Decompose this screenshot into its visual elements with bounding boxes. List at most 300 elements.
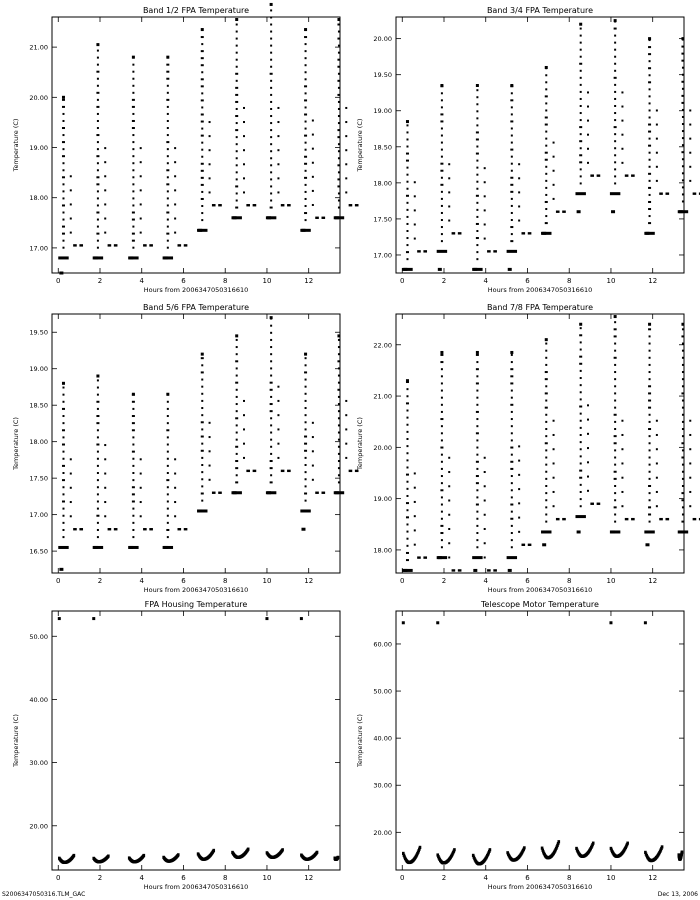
data-point — [587, 476, 589, 478]
data-point — [97, 508, 99, 510]
data-point — [96, 71, 99, 73]
data-point — [277, 107, 279, 109]
data-point — [679, 530, 683, 533]
data-point-peak — [96, 43, 99, 46]
data-point — [59, 272, 63, 275]
data-point — [132, 204, 134, 206]
data-point — [545, 492, 547, 494]
data-point — [201, 99, 204, 101]
data-point — [212, 492, 216, 494]
data-point — [406, 223, 408, 225]
data-point — [587, 91, 589, 93]
data-point — [201, 485, 203, 487]
data-point — [406, 531, 408, 533]
data-point — [518, 531, 520, 533]
data-point — [305, 428, 307, 430]
data-point — [681, 151, 684, 153]
data-point — [649, 457, 651, 459]
data-point-peak — [62, 96, 65, 99]
y-axis-label: Temperature (C) — [12, 714, 20, 767]
data-point — [621, 434, 623, 436]
data-point — [689, 109, 691, 111]
data-point — [201, 177, 204, 179]
data-point — [441, 177, 443, 179]
data-point — [511, 511, 513, 513]
data-point — [166, 233, 169, 235]
data-point — [277, 400, 279, 402]
data-point — [287, 204, 291, 206]
data-point — [682, 193, 684, 195]
data-point — [414, 181, 416, 183]
x-tick-label: 4 — [139, 874, 144, 882]
data-point — [236, 157, 238, 159]
data-point — [305, 121, 307, 123]
data-point — [440, 120, 443, 122]
data-point — [62, 401, 64, 403]
data-point — [304, 113, 307, 115]
data-point — [649, 492, 651, 494]
data-point — [104, 501, 106, 503]
data-point — [132, 197, 134, 199]
y-tick-label: 30.00 — [373, 781, 392, 790]
data-point — [132, 134, 134, 136]
data-point — [579, 470, 582, 472]
data-point — [270, 367, 272, 369]
data-point — [406, 244, 408, 246]
data-point — [201, 443, 203, 445]
data-point — [62, 515, 64, 517]
data-point — [587, 106, 589, 108]
data-point — [236, 108, 238, 110]
data-point — [62, 429, 65, 431]
data-point — [62, 219, 64, 221]
data-point — [440, 361, 443, 363]
data-point — [580, 420, 582, 422]
data-point — [487, 250, 491, 252]
data-point — [167, 155, 169, 157]
data-point — [614, 464, 616, 466]
data-point — [198, 229, 202, 232]
data-point — [97, 162, 99, 164]
data-point — [580, 77, 582, 79]
data-series — [402, 315, 700, 572]
data-point — [545, 449, 547, 451]
data-point — [167, 190, 169, 192]
data-point — [201, 421, 204, 423]
data-point — [511, 418, 513, 420]
data-point — [580, 168, 582, 170]
data-point — [414, 515, 416, 517]
data-point — [201, 371, 204, 373]
data-point — [656, 448, 658, 450]
data-point — [441, 368, 443, 370]
chart-panel-5 — [12, 600, 340, 891]
data-point — [476, 361, 478, 363]
data-point — [132, 155, 134, 157]
data-point — [233, 491, 237, 494]
data-point — [406, 251, 409, 253]
data-point — [166, 529, 169, 531]
data-point — [648, 131, 651, 133]
data-point — [338, 45, 340, 47]
data-point — [201, 493, 204, 495]
data-point — [338, 467, 340, 469]
data-point — [270, 59, 272, 61]
data-point — [140, 473, 142, 475]
data-point — [440, 532, 443, 534]
data-point — [270, 389, 273, 391]
data-point — [97, 219, 99, 221]
data-point — [441, 425, 443, 427]
data-point — [587, 490, 589, 492]
data-point — [545, 400, 547, 402]
data-point — [577, 530, 581, 533]
data-point — [406, 516, 409, 518]
data-point — [414, 472, 416, 474]
data-point — [448, 528, 450, 530]
y-tick-label: 20.00 — [373, 35, 392, 44]
data-point — [97, 493, 99, 495]
data-point — [476, 382, 479, 384]
x-tick-label: 0 — [400, 277, 405, 285]
data-point — [132, 451, 135, 453]
data-point — [656, 491, 658, 493]
x-tick-label: 8 — [222, 277, 228, 285]
data-point — [201, 36, 204, 38]
data-point — [406, 188, 408, 190]
data-point — [201, 57, 204, 59]
data-point — [243, 121, 245, 123]
data-point — [511, 411, 513, 413]
data-point — [476, 454, 478, 456]
x-axis-label: Hours from 2006347050316610 — [143, 883, 249, 891]
y-tick-label: 18.50 — [373, 143, 392, 152]
data-point — [132, 106, 135, 108]
data-point — [545, 138, 547, 140]
data-point — [97, 204, 99, 206]
data-point-peak — [166, 393, 169, 396]
data-point — [659, 518, 663, 520]
data-point — [305, 198, 307, 200]
data-point — [305, 128, 307, 130]
data-point — [345, 400, 347, 402]
data-point — [236, 474, 238, 476]
data-point — [656, 477, 658, 479]
data-point — [580, 182, 582, 184]
data-point — [511, 198, 513, 200]
data-point — [305, 421, 307, 423]
data-point — [167, 415, 169, 417]
data-point — [511, 525, 513, 527]
data-point — [614, 428, 616, 430]
data-point — [270, 460, 273, 462]
data-point — [337, 66, 340, 68]
data-point — [281, 848, 284, 851]
data-point — [614, 77, 617, 79]
data-point — [682, 116, 684, 118]
data-point-outlier — [609, 621, 612, 624]
data-point — [338, 460, 340, 462]
data-point — [132, 529, 134, 531]
data-point — [649, 215, 651, 217]
data-point — [270, 143, 272, 145]
data-point — [476, 482, 479, 484]
data-point — [614, 357, 617, 359]
data-point — [614, 499, 616, 501]
data-point — [621, 477, 623, 479]
data-point — [132, 233, 135, 235]
data-point — [132, 500, 135, 502]
data-point — [649, 60, 651, 62]
data-point — [441, 397, 443, 399]
data-point — [277, 121, 279, 123]
data-point — [562, 518, 566, 520]
data-point — [97, 190, 99, 192]
data-point — [62, 408, 65, 410]
y-axis-label: Temperature (C) — [356, 714, 364, 767]
data-point — [648, 46, 651, 48]
data-point — [631, 174, 635, 176]
y-axis-label: Temperature (C) — [356, 118, 364, 172]
data-point — [473, 569, 477, 572]
data-point — [312, 162, 314, 164]
data-point — [338, 101, 340, 103]
data-point — [201, 478, 203, 480]
data-point — [406, 495, 408, 497]
data-point — [270, 403, 273, 405]
data-point — [510, 404, 513, 406]
data-point — [689, 462, 691, 464]
data-point — [580, 91, 582, 93]
data-point — [621, 505, 623, 507]
data-point — [304, 177, 307, 179]
data-point — [337, 136, 340, 138]
data-point — [689, 138, 691, 140]
data-point — [614, 506, 617, 508]
chart-panel-6 — [356, 600, 684, 891]
data-point — [689, 434, 691, 436]
data-point — [104, 175, 106, 177]
data-point — [96, 183, 99, 185]
data-point — [236, 38, 238, 40]
data-point — [62, 451, 64, 453]
data-point — [689, 491, 691, 493]
data-point — [579, 363, 582, 365]
data-point — [682, 179, 684, 181]
data-point — [201, 113, 204, 115]
data-point — [510, 99, 513, 101]
data-point — [476, 532, 478, 534]
data-point-peak — [62, 382, 65, 385]
data-point — [345, 191, 347, 193]
data-point — [545, 88, 547, 90]
data-point — [140, 203, 142, 205]
data-point — [97, 451, 99, 453]
data-point — [441, 198, 443, 200]
data-point — [441, 511, 443, 513]
data-point — [648, 407, 651, 409]
data-point — [62, 197, 64, 199]
data-point — [235, 115, 238, 117]
data-point — [545, 81, 547, 83]
x-tick-label: 10 — [606, 874, 616, 882]
data-point — [403, 569, 407, 572]
data-point — [693, 518, 697, 520]
data-point — [132, 479, 134, 481]
data-point — [236, 164, 238, 166]
data-point — [614, 35, 616, 37]
data-point — [545, 442, 548, 444]
data-point — [406, 424, 408, 426]
data-point — [312, 465, 314, 467]
data-point — [253, 470, 257, 472]
data-point — [511, 489, 513, 491]
data-point-peak — [270, 3, 273, 6]
y-tick-label: 60.00 — [373, 640, 392, 649]
x-tick-label: 0 — [400, 577, 405, 585]
data-point — [97, 500, 99, 502]
data-point — [337, 389, 340, 391]
data-point — [70, 458, 72, 460]
data-point — [580, 28, 582, 30]
data-point — [94, 256, 98, 259]
data-point — [681, 335, 684, 337]
data-point — [277, 163, 279, 165]
data-point — [315, 492, 319, 494]
data-point — [510, 518, 513, 520]
x-tick-label: 8 — [222, 874, 228, 882]
data-point — [132, 429, 135, 431]
data-point — [167, 162, 169, 164]
data-point-peak — [406, 120, 409, 123]
data-point — [441, 454, 443, 456]
data-point — [96, 444, 99, 446]
data-point — [167, 134, 169, 136]
data-point — [167, 408, 169, 410]
data-point — [406, 459, 408, 461]
data-point — [656, 420, 658, 422]
data-point — [621, 91, 623, 93]
data-point — [345, 163, 347, 165]
data-point — [166, 212, 169, 214]
data-point — [511, 361, 513, 363]
data-point — [201, 379, 203, 381]
data-point — [305, 364, 307, 366]
data-point — [209, 422, 211, 424]
data-point — [649, 371, 651, 373]
data-point — [304, 163, 307, 165]
data-point — [236, 171, 238, 173]
data-point — [476, 511, 478, 513]
data-point — [592, 842, 595, 845]
data-point — [270, 122, 272, 124]
data-point — [682, 421, 684, 423]
data-point — [682, 88, 684, 90]
data-point — [270, 129, 272, 131]
data-point — [511, 106, 513, 108]
chart-title: Band 5/6 FPA Temperature — [142, 303, 250, 312]
data-point — [97, 120, 99, 122]
data-point — [94, 546, 98, 549]
data-point — [167, 515, 169, 517]
data-point — [511, 113, 513, 115]
data-point-peak — [579, 23, 582, 26]
plot-frame — [52, 17, 340, 273]
data-point — [167, 536, 169, 538]
data-point — [681, 81, 684, 83]
data-point — [553, 491, 555, 493]
data-point — [236, 424, 238, 426]
data-point — [97, 536, 99, 538]
data-point — [312, 422, 314, 424]
data-point — [587, 134, 589, 136]
data-point — [270, 339, 272, 341]
data-point — [448, 542, 450, 544]
x-tick-label: 10 — [262, 277, 272, 285]
data-point — [590, 503, 594, 505]
data-point — [104, 203, 106, 205]
data-point — [62, 465, 65, 467]
data-point — [201, 128, 203, 130]
data-point — [337, 360, 340, 362]
data-point — [270, 157, 272, 159]
data-point — [614, 421, 616, 423]
data-point — [614, 364, 616, 366]
data-point — [545, 173, 547, 175]
data-point — [666, 192, 670, 194]
data-point — [545, 478, 547, 480]
x-tick-label: 6 — [181, 577, 186, 585]
data-point — [287, 470, 291, 472]
data-point — [167, 127, 169, 129]
data-point — [166, 429, 169, 431]
data-point — [270, 80, 272, 82]
data-point — [511, 233, 513, 235]
data-point — [305, 71, 307, 73]
data-point — [236, 31, 238, 33]
data-point — [614, 492, 616, 494]
data-point — [337, 129, 340, 131]
data-point — [62, 522, 64, 524]
data-point — [96, 415, 99, 417]
data-point — [580, 427, 582, 429]
data-point — [649, 109, 651, 111]
data-point — [441, 432, 443, 434]
data-point — [441, 135, 443, 137]
data-point — [441, 518, 443, 520]
data-point — [97, 408, 99, 410]
data-point — [233, 216, 237, 219]
data-point — [510, 240, 513, 242]
y-tick-label: 18.50 — [29, 401, 48, 410]
data-point — [580, 398, 582, 400]
data-point — [305, 400, 307, 402]
data-point — [545, 201, 548, 203]
data-point — [476, 174, 478, 176]
data-point — [476, 525, 478, 527]
data-point-outlier — [265, 617, 268, 620]
data-point — [235, 467, 238, 469]
data-point — [132, 127, 135, 129]
data-point — [441, 212, 443, 214]
data-point — [511, 397, 513, 399]
data-point — [689, 180, 691, 182]
data-point — [689, 166, 691, 168]
data-point — [236, 59, 238, 61]
data-point — [476, 404, 478, 406]
data-point-peak — [440, 351, 443, 354]
data-point — [553, 142, 555, 144]
